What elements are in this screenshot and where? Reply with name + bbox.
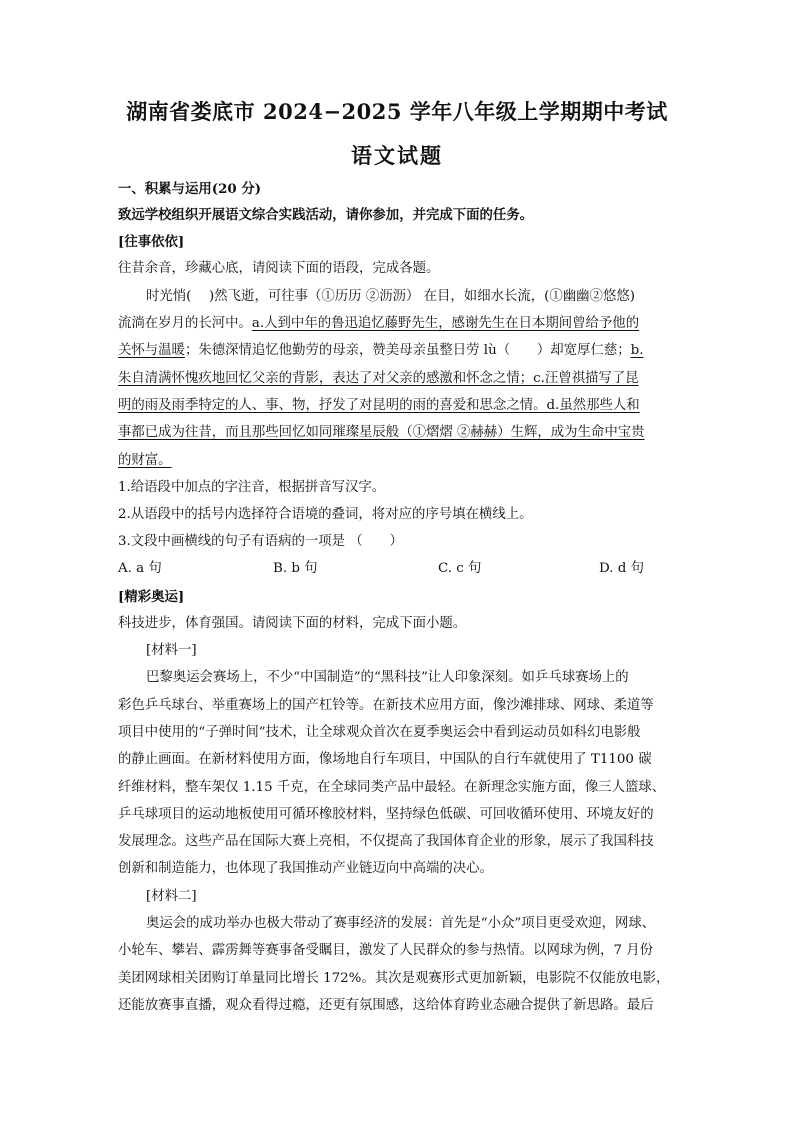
part-intro-olympics: 科技进步，体育强国。请阅读下面的材料，完成下面小题。 <box>118 616 467 631</box>
question-2: 2.从语段中的括号内选择符合语境的叠词，将对应的序号填在横线上。 <box>118 507 533 522</box>
material-label: [材料一] <box>146 643 197 658</box>
material-line: 彩色乒乓球台、举重赛场上的国产杠铃等。在新技术应用方面，像沙滩排球、网球、柔道等 <box>118 698 654 713</box>
page-title: 湖南省娄底市 2024−2025 学年八年级上学期期中考试 <box>126 99 668 124</box>
material-label: [材料二] <box>146 889 197 904</box>
section-heading: 一、积累与运用(20 分) <box>118 181 262 197</box>
material-line: 奥运会的成功举办也极大带动了赛事经济的发展：首先是“小众”项目更受欢迎，网球、 <box>146 916 656 931</box>
page-subtitle: 语文试题 <box>351 143 443 168</box>
material-line: 的静止画面。在新材料使用方面，像场地自行车项目，中国队的自行车就使用了 T1100 碳 <box>118 752 652 767</box>
task-intro: 致远学校组织开展语文综合实践活动，请你参加，并完成下面的任务。 <box>118 207 534 223</box>
option-a: A. a 句 <box>118 561 162 576</box>
question-1: 1.给语段中加点的字注音，根据拼音写汉字。 <box>118 480 386 495</box>
part-heading-past: [往事依依] <box>118 234 185 250</box>
part-intro-past: 往昔余音，珍藏心底，请阅读下面的语段，完成各题。 <box>118 261 440 276</box>
material-line: 巴黎奥运会赛场上，不少“中国制造”的“黑科技”让人印象深刻。如乒乓球赛场上的 <box>146 670 629 685</box>
passage-line: 事都已成为往昔，而且那些回忆如同璀璨星辰般（①熠熠 ②赫赫）生辉，成为生命中宝贵 <box>118 425 645 440</box>
option-c: C. c 句 <box>438 561 482 576</box>
material-line: 乒乓球项目的运动地板使用可循环橡胶材料，坚持绿色低碳、可回收循环使用、环境友好的 <box>118 807 654 822</box>
passage-line: 时光悄( )然飞逝，可往事（①历历 ②沥沥） 在目，如细水长流，(①幽幽②悠悠) <box>146 289 635 304</box>
option-b: B. b 句 <box>273 561 318 576</box>
material-line: 小轮车、攀岩、霹雳舞等赛事备受瞩目，激发了人民群众的参与热情。以网球为例，7 月份 <box>118 943 654 958</box>
passage-line: 的财富。 <box>118 453 172 468</box>
material-line: 项目中使用的“子弹时间”技术，让全球观众首次在夏季奥运会中看到运动员如科幻电影般 <box>118 725 641 740</box>
material-line: 创新和制造能力，也体现了我国推动产业链迈向中高端的决心。 <box>118 861 493 876</box>
material-line: 纤维材料，整车架仅 1.15 千克，在全球同类产品中最轻。在新理念实施方面，像三人篮球、 <box>118 780 666 795</box>
question-3: 3.文段中画横线的句子有语病的一项是 （ ） <box>118 534 403 549</box>
passage-line: 关怀与温暖；朱德深情追忆他勤劳的母亲，赞美母亲虽整日劳 lù（ ）却宽厚仁慈；b. <box>118 343 644 358</box>
material-line: 美团网球相关团购订单量同比增长 172%。其次是观赛形式更加新颖，电影院不仅能放电影， <box>118 971 670 986</box>
part-heading-olympics: [精彩奥运] <box>118 589 185 605</box>
material-line: 还能放赛事直播，观众看得过瘾，还更有氛围感，这给体育跨业态融合提供了新思路。最后 <box>118 998 654 1013</box>
passage-line: 明的雨及雨季特定的人、事、物，抒发了对昆明的雨的喜爱和思念之情。d.虽然那些人和 <box>118 398 640 413</box>
passage-line: 流淌在岁月的长河中。a.人到中年的鲁迅追忆藤野先生，感谢先生在日本期间曾给予他的 <box>118 316 640 331</box>
material-line: 发展理念。这些产品在国际大赛上亮相，不仅提高了我国体育企业的形象，展示了我国科技 <box>118 834 654 849</box>
passage-line: 朱自清满怀愧疚地回忆父亲的背影，表达了对父亲的感激和怀念之情；c.汪曾祺描写了昆 <box>118 371 639 386</box>
option-d: D. d 句 <box>599 561 644 576</box>
